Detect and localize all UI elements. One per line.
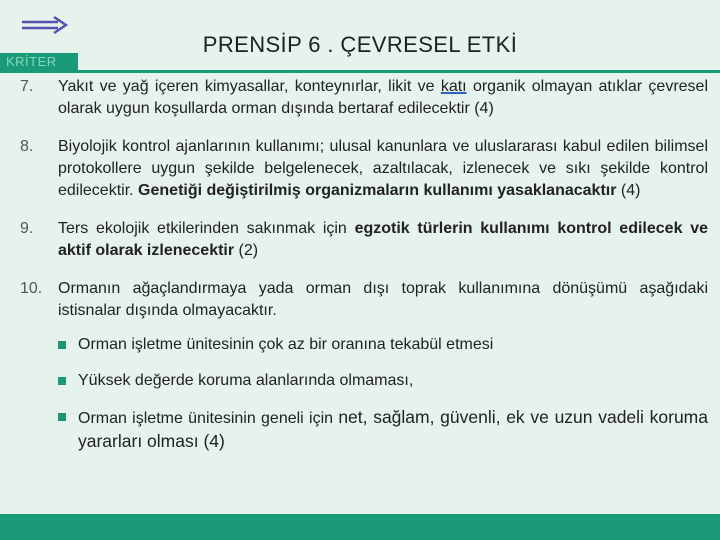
- underlined-word: katı: [440, 78, 467, 95]
- item-text: [58, 136, 708, 202]
- bullet-item: [58, 406, 708, 454]
- item-text: Ormanın ağaçlandırmaya yada orman dışı toprak kullanımına dönüşümü aşağıdaki istisnalar dışında olmayacaktır.: [58, 280, 708, 319]
- item-text-post: organik olmayan atıklar çevresel olarak uygun koşullarda orman dışında bertaraf edilecektir (4): [58, 78, 708, 117]
- list-item-7: [20, 76, 708, 120]
- square-bullet-icon: [58, 377, 66, 385]
- item-text-bold: Genetiği değiştirilmiş organizmaların kullanımı yasaklanacaktır: [138, 182, 617, 199]
- item-number: 9.: [20, 220, 34, 237]
- list-item-9: [20, 218, 708, 262]
- bullet-text: Yüksek değerde koruma alanlarında olmaması,: [78, 372, 414, 389]
- list-item-8: [20, 136, 708, 202]
- bullet-text-pre: Orman işletme ünitesinin geneli için: [78, 410, 339, 427]
- item-number: 8.: [20, 138, 34, 155]
- criteria-list: [20, 76, 708, 468]
- arrow-right-icon: [22, 14, 68, 36]
- item-text-normal: Ters ekolojik etkilerinden sakınmak için: [58, 220, 355, 237]
- bullet-item: [58, 370, 708, 392]
- exception-list: [58, 334, 708, 454]
- item-text-bold: egzotik türlerin kullanımı kontrol edilecek ve aktif olarak izlenecektir: [58, 220, 708, 259]
- footer-bar: [0, 514, 720, 540]
- kriter-label: KRİTER: [0, 53, 78, 70]
- item-text-tail: (4): [616, 182, 641, 199]
- item-text: [58, 218, 708, 262]
- square-bullet-icon: [58, 341, 66, 349]
- bullet-text-large: net, sağlam, güvenli, ek ve uzun vadeli koruma yararları olması (4): [78, 407, 708, 451]
- bullet-text: Orman işletme ünitesinin çok az bir oranına tekabül etmesi: [78, 336, 494, 353]
- page-title: PRENSİP 6 . ÇEVRESEL ETKİ: [202, 32, 518, 57]
- square-bullet-icon: [58, 413, 66, 421]
- item-text-tail: (2): [234, 242, 259, 259]
- item-text: [58, 76, 708, 120]
- list-item-10: [20, 278, 708, 322]
- item-text-normal: Biyolojik kontrol ajanlarının kullanımı; ulusal kanunlara ve uluslararası kabul edilen bilimsel protokollere uygun şekilde belgelenecek, azaltılacak, izlenecek ve sıkı şekilde kontrol edilecektir.: [58, 138, 708, 199]
- header-divider: [0, 70, 720, 73]
- item-number: 7.: [20, 78, 34, 95]
- item-number: 10.: [20, 280, 43, 297]
- bullet-text: [78, 406, 708, 454]
- bullet-item: [58, 334, 708, 356]
- item-text-pre: Yakıt ve yağ içeren kimyasallar, konteynırlar, likit ve: [58, 78, 441, 95]
